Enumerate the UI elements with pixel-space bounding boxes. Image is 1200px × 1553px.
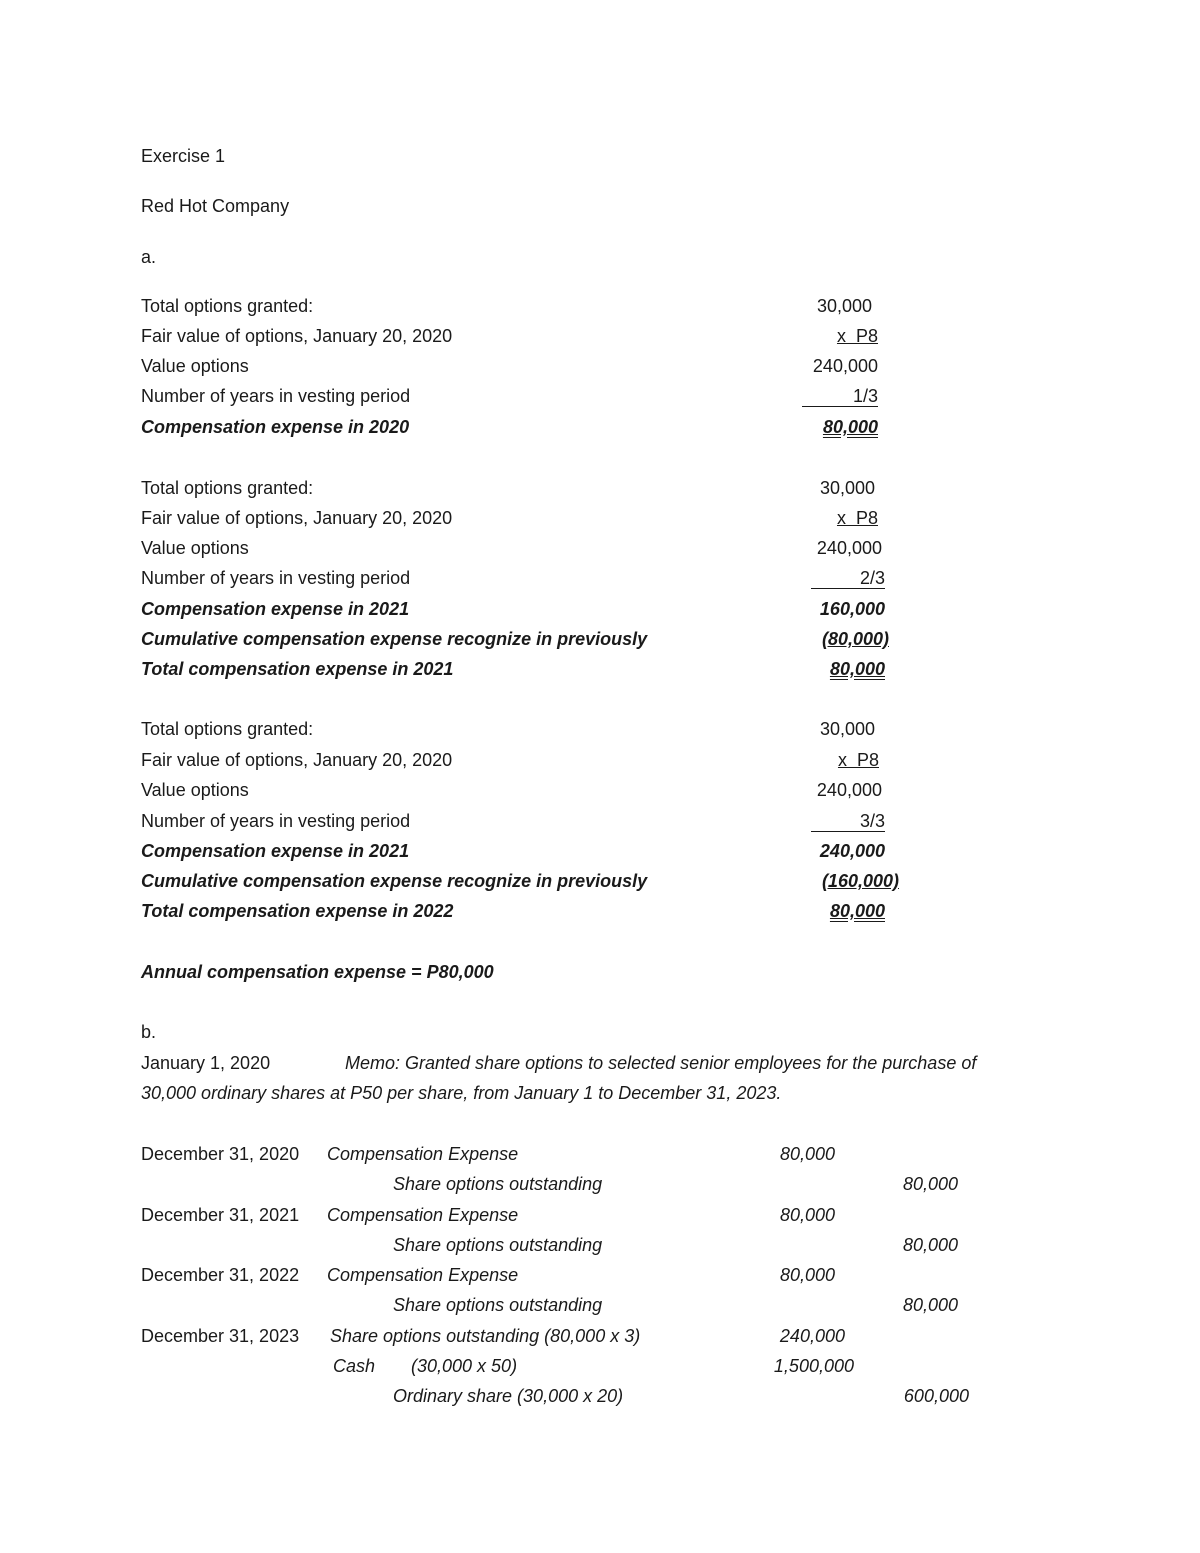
credit-account: Share options outstanding — [393, 1174, 603, 1194]
credit-amount: 80,000 — [902, 1174, 958, 1194]
value-options-label: Value options — [141, 538, 249, 558]
total-options-label: Total options granted: — [141, 478, 314, 498]
value-options-value: 240,000 — [816, 780, 882, 800]
debit-account: Share options outstanding (80,000 x 3) — [330, 1326, 641, 1346]
compensation-expense-value: 160,000 — [819, 599, 885, 619]
fair-value-value: x P8 — [836, 326, 878, 346]
fair-value-value: x P8 — [836, 508, 878, 528]
cumulative-expense-value: (160,000) — [821, 871, 899, 891]
vesting-years-label: Number of years in vesting period — [141, 811, 411, 831]
total-options-label: Total options granted: — [141, 296, 314, 316]
cash-amount: 1,500,000 — [773, 1356, 854, 1376]
debit-amount: 80,000 — [779, 1205, 835, 1225]
compensation-expense-label: Compensation expense in 2020 — [141, 417, 410, 437]
fair-value-label: Fair value of options, January 20, 2020 — [141, 326, 453, 346]
total-options-value: 30,000 — [819, 478, 875, 498]
annual-compensation: Annual compensation expense = P80,000 — [141, 962, 494, 982]
total-expense-value: 80,000 — [829, 659, 885, 679]
entry-date: December 31, 2022 — [141, 1265, 300, 1285]
debit-account: Compensation Expense — [327, 1144, 519, 1164]
total-expense-label: Total compensation expense in 2022 — [141, 901, 454, 921]
value-options-value: 240,000 — [816, 538, 882, 558]
cash-detail: (30,000 x 50) — [411, 1356, 518, 1376]
cumulative-expense-label: Cumulative compensation expense recognize in previously — [141, 629, 648, 649]
value-options-value: 240,000 — [812, 356, 878, 376]
entry-date: December 31, 2020 — [141, 1144, 300, 1164]
debit-amount: 80,000 — [779, 1265, 835, 1285]
total-options-value: 30,000 — [819, 719, 875, 739]
cumulative-expense-value: (80,000) — [821, 629, 889, 649]
vesting-years-label: Number of years in vesting period — [141, 386, 411, 406]
fair-value-label: Fair value of options, January 20, 2020 — [141, 750, 453, 770]
cumulative-expense-label: Cumulative compensation expense recognize in previously — [141, 871, 648, 891]
value-options-label: Value options — [141, 356, 249, 376]
memo-line-2: 30,000 ordinary shares at P50 per share, from January 1 to December 31, 2023. — [141, 1083, 782, 1103]
vesting-years-value: 3/3 — [811, 810, 885, 832]
entry-date: December 31, 2023 — [141, 1326, 300, 1346]
credit-account: Share options outstanding — [393, 1295, 603, 1315]
debit-account: Compensation Expense — [327, 1205, 519, 1225]
compensation-expense-value: 240,000 — [819, 841, 885, 861]
entry-date: December 31, 2021 — [141, 1205, 300, 1225]
part-b-label: b. — [141, 1022, 157, 1042]
exercise-title: Exercise 1 — [141, 146, 226, 166]
debit-amount: 240,000 — [779, 1326, 845, 1346]
value-options-label: Value options — [141, 780, 249, 800]
total-expense-value: 80,000 — [829, 901, 885, 921]
fair-value-value: x P8 — [837, 750, 879, 770]
total-expense-label: Total compensation expense in 2021 — [141, 659, 454, 679]
credit-amount: 600,000 — [903, 1386, 969, 1406]
total-options-value: 30,000 — [816, 296, 872, 316]
credit-amount: 80,000 — [902, 1235, 958, 1255]
fair-value-label: Fair value of options, January 20, 2020 — [141, 508, 453, 528]
memo-date: January 1, 2020 — [141, 1053, 271, 1073]
credit-account: Ordinary share (30,000 x 20) — [393, 1386, 624, 1406]
credit-account: Share options outstanding — [393, 1235, 603, 1255]
compensation-expense-label: Compensation expense in 2021 — [141, 599, 410, 619]
compensation-expense-label: Compensation expense in 2021 — [141, 841, 410, 861]
company-name: Red Hot Company — [141, 196, 290, 216]
memo-line-1: Memo: Granted share options to selected senior employees for the purchase of — [345, 1053, 977, 1073]
credit-amount: 80,000 — [902, 1295, 958, 1315]
total-options-label: Total options granted: — [141, 719, 314, 739]
vesting-years-value: 1/3 — [802, 385, 878, 407]
debit-account: Compensation Expense — [327, 1265, 519, 1285]
cash-account: Cash — [333, 1356, 376, 1376]
vesting-years-value: 2/3 — [811, 567, 885, 589]
debit-amount: 80,000 — [779, 1144, 835, 1164]
vesting-years-label: Number of years in vesting period — [141, 568, 411, 588]
part-a-label: a. — [141, 247, 157, 267]
compensation-expense-value: 80,000 — [822, 417, 878, 437]
